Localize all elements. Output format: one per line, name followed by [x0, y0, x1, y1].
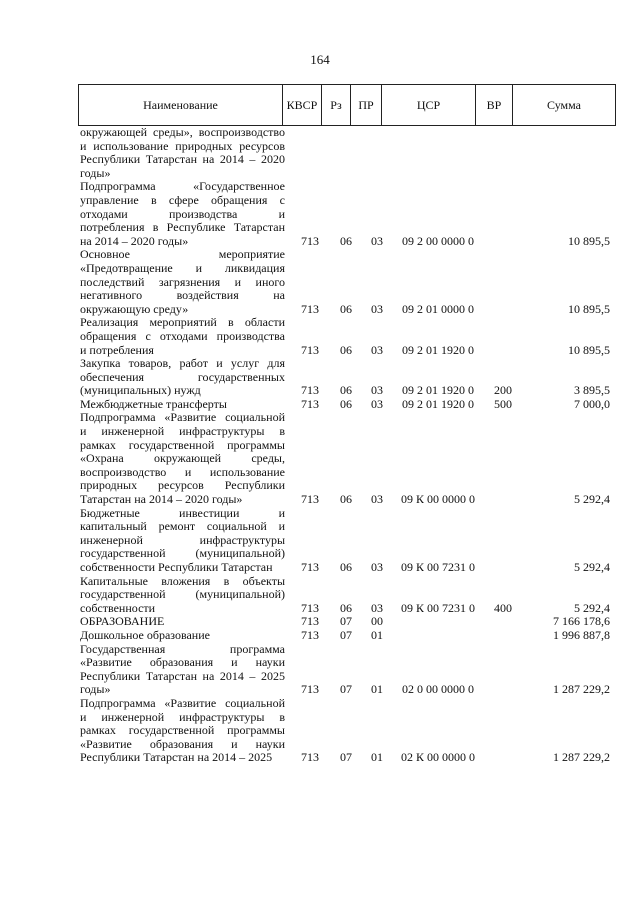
row-name-line: Бюджетные инвестиции и [80, 505, 285, 520]
table-header [78, 84, 616, 126]
cell-rz: 06 [340, 396, 352, 411]
column-header-kvsr: КВСР [283, 85, 322, 126]
page-number: 164 [310, 52, 330, 67]
table-row [0, 126, 640, 180]
cell-rz: 06 [340, 600, 352, 615]
row-name-line: инженерной инфраструктуры [80, 532, 285, 547]
cell-rz: 07 [340, 627, 352, 642]
cell-csr: 09 2 01 1920 0 [402, 383, 474, 398]
cell-sum: 7 000,0 [574, 396, 610, 411]
row-name-line: на 2014 – 2020 годы» [80, 233, 189, 248]
cell-sum: 10 895,5 [568, 233, 610, 248]
table-row [0, 697, 640, 765]
row-name-line: Дошкольное образование [80, 627, 210, 642]
table-row [0, 180, 640, 248]
row-name [80, 180, 285, 248]
row-name-line: рамках государственной программы [80, 437, 285, 452]
table-row [0, 398, 640, 412]
cell-pr: 01 [371, 682, 383, 697]
cell-kvsr: 713 [301, 301, 319, 316]
cell-kvsr: 713 [301, 614, 319, 629]
cell-csr: 09 2 01 0000 0 [402, 301, 474, 316]
cell-rz: 06 [340, 383, 352, 398]
row-name [80, 507, 285, 575]
column-header-csr: ЦСР [382, 85, 476, 126]
row-name-line: отходами производства и [80, 206, 285, 221]
row-name-line: государственной (муниципальной) [80, 546, 285, 561]
table-row [0, 507, 640, 575]
row-name-line: Государственная программа [80, 641, 285, 656]
row-name-line: и инженерной инфраструктуры в [80, 709, 285, 724]
row-name-line: негативного воздействия на [80, 288, 285, 303]
cell-kvsr: 713 [301, 342, 319, 357]
cell-csr: 02 0 00 0000 0 [402, 682, 474, 697]
row-name [80, 629, 285, 643]
table-row [0, 357, 640, 398]
cell-csr: 09 К 00 7231 0 [400, 560, 475, 574]
row-name-line: Подпрограмма «Развитие социальной [80, 410, 285, 425]
cell-sum: 1 287 229,2 [553, 682, 610, 697]
row-name [80, 126, 285, 180]
column-header-sum: Сумма [513, 85, 616, 126]
row-name-line: и потребления [80, 342, 154, 357]
cell-csr: 09 К 00 0000 0 [400, 492, 475, 507]
cell-pr: 01 [371, 627, 383, 642]
column-header-vr: ВР [476, 85, 513, 126]
cell-pr: 03 [371, 600, 383, 615]
row-name [80, 248, 285, 316]
row-name-line: и инженерной инфраструктуры в [80, 424, 285, 439]
cell-pr: 03 [371, 492, 383, 507]
cell-pr: 03 [371, 301, 383, 316]
cell-kvsr: 713 [301, 750, 319, 765]
row-name-line: «Развитие образования и науки [80, 736, 285, 751]
row-name-line: воспроизводство и использование [80, 464, 285, 479]
cell-kvsr: 713 [301, 383, 319, 398]
cell-csr: 09 2 01 1920 0 [402, 396, 474, 411]
table-row [0, 411, 640, 506]
row-name-line: рамках государственной программы [80, 723, 285, 738]
table-row [0, 629, 640, 643]
row-name-line: Реализация мероприятий в области [80, 315, 285, 330]
row-name-line: «Предотвращение и ликвидация [80, 260, 285, 275]
cell-kvsr: 713 [301, 600, 319, 615]
row-name [80, 411, 285, 506]
row-name-line: Межбюджетные трансферты [80, 396, 227, 411]
row-name-line: Подпрограмма «Развитие социальной [80, 695, 285, 710]
row-name-line: капитальный ремонт социальной и [80, 519, 285, 534]
cell-kvsr: 713 [301, 560, 319, 574]
row-name-line: Капитальные вложения в объекты [80, 573, 285, 588]
row-name [80, 643, 285, 697]
row-name [80, 575, 285, 616]
cell-pr: 03 [371, 560, 383, 574]
cell-vr: 200 [494, 383, 512, 398]
row-name-line: Подпрограмма «Государственное [80, 179, 285, 194]
row-name-line: (муниципальных) нужд [80, 383, 201, 398]
row-name-line: обеспечения государственных [80, 369, 285, 384]
row-name-line: «Охрана окружающей среды, [80, 451, 285, 466]
row-name-line: Республики Татарстан на 2014 – 2025 [80, 750, 273, 765]
cell-sum: 1 996 887,8 [553, 627, 610, 642]
cell-rz: 06 [340, 342, 352, 357]
cell-sum: 1 287 229,2 [553, 750, 610, 765]
cell-rz: 07 [340, 614, 352, 629]
row-name-line: «Развитие образования и науки [80, 655, 285, 670]
cell-csr: 02 К 00 0000 0 [400, 750, 475, 765]
row-name-line: годы» [80, 165, 111, 180]
row-name-line: последствий загрязнения и иного [80, 274, 285, 289]
cell-rz: 07 [340, 750, 352, 765]
cell-kvsr: 713 [301, 627, 319, 642]
table-row [0, 316, 640, 357]
cell-vr: 400 [494, 600, 512, 615]
row-name-line: государственной (муниципальной) [80, 587, 285, 602]
cell-sum: 5 292,4 [574, 560, 610, 574]
row-name [80, 697, 285, 765]
row-name [80, 398, 285, 412]
row-name-line: годы» [80, 682, 111, 697]
table-row [0, 575, 640, 616]
cell-sum: 3 895,5 [574, 383, 610, 398]
row-name-line: Республики Татарстан на 2014 – 2025 [80, 668, 285, 683]
row-name [80, 615, 285, 629]
row-name [80, 316, 285, 357]
column-header-pr: ПР [351, 85, 382, 126]
column-header-name: Наименование [79, 85, 283, 126]
cell-sum: 5 292,4 [574, 600, 610, 615]
cell-sum: 5 292,4 [574, 492, 610, 507]
row-name-line: Закупка товаров, работ и услуг для [80, 356, 285, 371]
cell-rz: 06 [340, 301, 352, 316]
column-header-rz: Рз [322, 85, 351, 126]
cell-sum: 10 895,5 [568, 301, 610, 316]
cell-kvsr: 713 [301, 396, 319, 411]
cell-rz: 06 [340, 233, 352, 248]
cell-rz: 06 [340, 560, 352, 574]
cell-csr: 09 2 00 0000 0 [402, 233, 474, 248]
cell-kvsr: 713 [301, 682, 319, 697]
row-name-line: природных ресурсов Республики [80, 478, 285, 493]
cell-pr: 03 [371, 396, 383, 411]
cell-sum: 10 895,5 [568, 342, 610, 357]
row-name-line: Республики Татарстан на 2014 – 2020 [80, 152, 285, 167]
cell-sum: 7 166 178,6 [553, 614, 610, 629]
cell-vr: 500 [494, 396, 512, 411]
cell-pr: 01 [371, 750, 383, 765]
row-name-line: собственности Республики Татарстан [80, 560, 273, 574]
row-name-line: собственности [80, 600, 156, 615]
cell-pr: 00 [371, 614, 383, 629]
row-name-line: управление в сфере обращения с [80, 192, 285, 207]
cell-pr: 03 [371, 383, 383, 398]
row-name-line: Основное мероприятие [80, 247, 285, 262]
cell-csr: 09 2 01 1920 0 [402, 342, 474, 357]
cell-kvsr: 713 [301, 233, 319, 248]
cell-pr: 03 [371, 233, 383, 248]
table-body [0, 126, 640, 765]
row-name-line: потребления в Республике Татарстан [80, 220, 285, 235]
cell-csr: 09 К 00 7231 0 [400, 600, 475, 615]
row-name-line: ОБРАЗОВАНИЕ [80, 614, 165, 629]
row-name-line: Татарстан на 2014 – 2020 годы» [80, 492, 243, 507]
row-name-line: окружающую среду» [80, 301, 189, 316]
cell-rz: 06 [340, 492, 352, 507]
table-row [0, 615, 640, 629]
cell-rz: 07 [340, 682, 352, 697]
table-row [0, 248, 640, 316]
row-name [80, 357, 285, 398]
row-name-line: окружающей среды», воспроизводство [80, 125, 285, 139]
cell-pr: 03 [371, 342, 383, 357]
row-name-line: и использование природных ресурсов [80, 138, 285, 153]
table-row [0, 643, 640, 697]
cell-kvsr: 713 [301, 492, 319, 507]
row-name-line: обращения с отходами производства [80, 328, 285, 343]
